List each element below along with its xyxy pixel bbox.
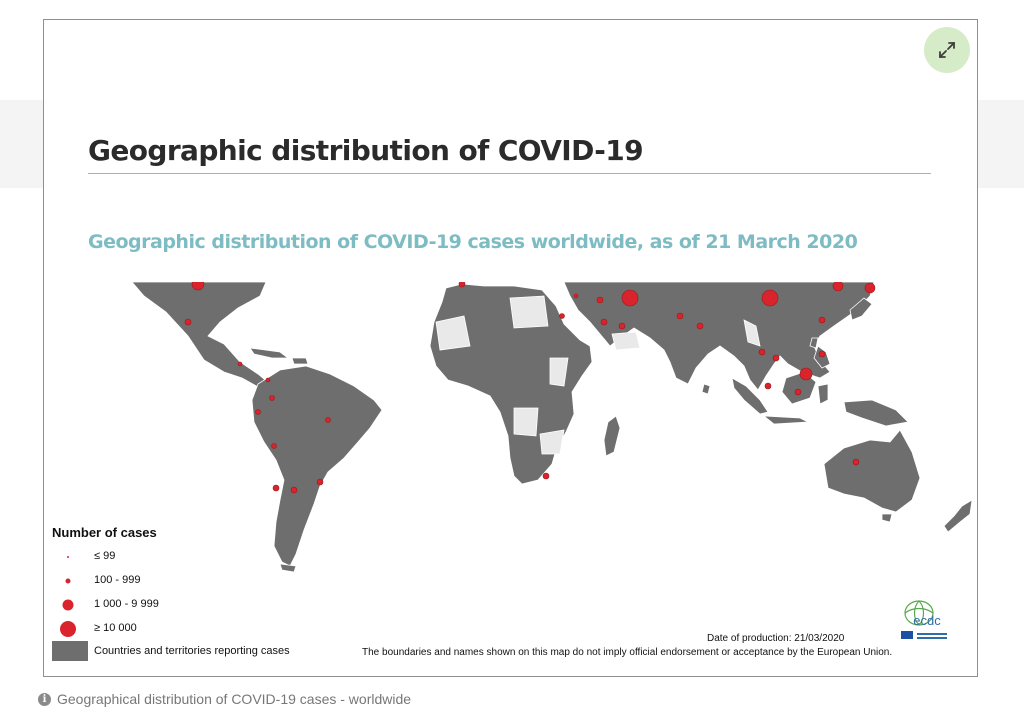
- case-marker: [800, 368, 812, 380]
- libya-not-reporting: [510, 296, 548, 328]
- case-marker: [819, 351, 825, 357]
- case-marker: [865, 283, 875, 293]
- case-marker: [256, 410, 261, 415]
- case-marker: [601, 319, 607, 325]
- new-zealand-islands: [944, 500, 972, 532]
- case-marker: [819, 317, 825, 323]
- case-marker: [677, 313, 683, 319]
- southern-africa-not-reporting: [540, 430, 564, 454]
- production-date: Date of production: 21/03/2020: [707, 633, 845, 644]
- legend-area-label: Countries and territories reporting cases: [94, 645, 290, 657]
- north-america-landmass: [132, 282, 270, 388]
- sri-lanka-island: [702, 384, 710, 394]
- central-africa-not-reporting: [514, 408, 538, 436]
- case-marker: [574, 294, 578, 298]
- java-island: [764, 416, 808, 424]
- case-marker: [853, 459, 859, 465]
- case-marker: [773, 355, 779, 361]
- hispaniola-island: [292, 358, 308, 364]
- disclaimer-note: The boundaries and names shown on this map do not imply official endorsement or acceptance by the European Union.: [362, 647, 893, 658]
- title-divider: [88, 173, 931, 174]
- africa-landmass: [430, 284, 592, 484]
- case-marker: [273, 485, 279, 491]
- expand-button[interactable]: [924, 27, 970, 73]
- eurasia-landmass: [564, 282, 874, 390]
- australia-landmass: [824, 430, 920, 512]
- caption-text: Geographical distribution of COVID-19 cases - worldwide: [57, 691, 412, 707]
- legend-dot-icon: [60, 621, 76, 637]
- case-marker: [272, 444, 277, 449]
- case-marker: [697, 323, 703, 329]
- legend-row: [52, 617, 372, 641]
- ecdc-logo: [899, 597, 955, 641]
- case-marker: [560, 314, 565, 319]
- legend-dot-icon: [63, 600, 74, 611]
- legend-row: [52, 593, 372, 617]
- case-marker: [759, 349, 765, 355]
- legend: [52, 525, 372, 663]
- case-marker: [270, 396, 275, 401]
- madagascar-island: [604, 416, 620, 456]
- case-marker: [185, 319, 191, 325]
- figure-caption: [38, 691, 411, 707]
- case-marker: [291, 487, 297, 493]
- legend-row: [52, 545, 372, 569]
- legend-row: [52, 569, 372, 593]
- legend-dot-icon: [67, 556, 69, 558]
- info-circle-icon: i: [38, 693, 51, 706]
- case-marker: [459, 282, 465, 287]
- case-marker: [795, 389, 801, 395]
- legend-swatch: [52, 641, 88, 661]
- case-marker: [317, 479, 323, 485]
- map-title: Geographic distribution of COVID-19: [88, 134, 644, 167]
- legend-title: Number of cases: [52, 525, 157, 540]
- map-subtitle: Geographic distribution of COVID-19 cases worldwide, as of 21 March 2020: [88, 231, 858, 253]
- legend-label: ≥ 10 000: [94, 622, 137, 634]
- expand-arrows-icon: [936, 39, 958, 61]
- map-figure: [43, 19, 978, 677]
- legend-dot-icon: [66, 579, 71, 584]
- tasmania-island: [882, 514, 892, 522]
- cuba-island: [250, 348, 288, 358]
- case-marker: [765, 383, 771, 389]
- case-marker: [238, 362, 242, 366]
- yemen-oman-not-reporting: [612, 332, 640, 350]
- legend-area-row: [52, 639, 372, 663]
- sahel-not-reporting: [436, 316, 470, 350]
- case-marker: [762, 290, 778, 306]
- case-marker: [619, 323, 625, 329]
- new-guinea-island: [844, 400, 908, 426]
- sulawesi-island: [818, 384, 828, 404]
- case-marker: [326, 418, 331, 423]
- ecdc-logo-text: ecdc: [913, 613, 941, 628]
- case-marker: [833, 282, 843, 291]
- legend-label: 1 000 - 9 999: [94, 598, 159, 610]
- legend-label: 100 - 999: [94, 574, 141, 586]
- sumatra-island: [732, 378, 768, 414]
- case-marker: [543, 473, 549, 479]
- legend-label: ≤ 99: [94, 550, 116, 562]
- case-marker: [597, 297, 603, 303]
- case-marker: [266, 378, 270, 382]
- case-marker: [622, 290, 638, 306]
